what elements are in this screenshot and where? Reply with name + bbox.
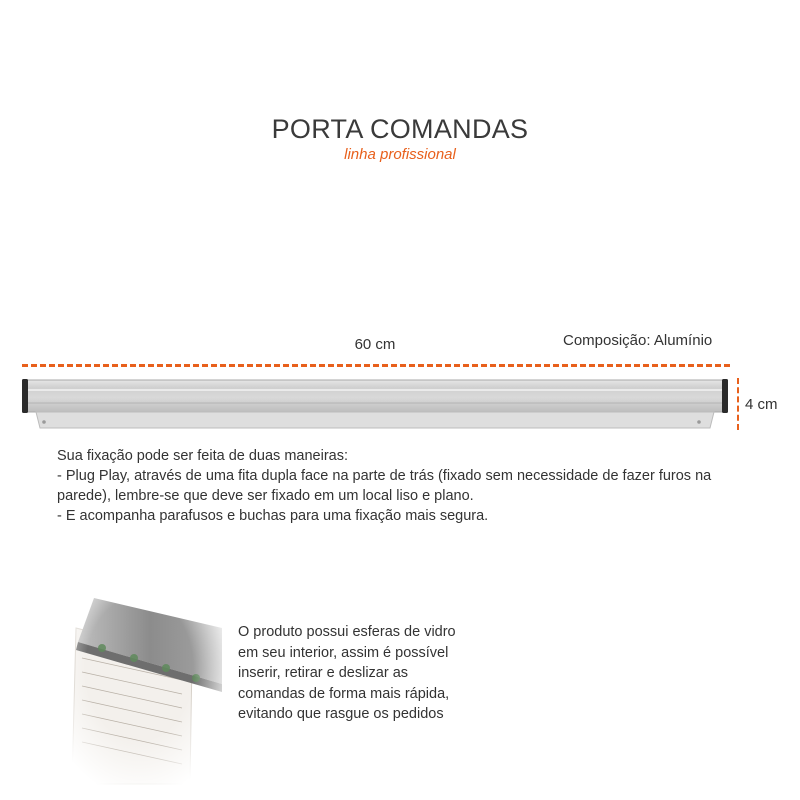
height-dimension-line: [737, 378, 739, 430]
fixation-instructions: [57, 446, 717, 526]
fixation-line: - Plug Play, através de uma fita dupla face na parte de trás (fixado sem necessidade de fazer furos na parede), lembre-se que deve ser fixado em um local liso e plano.: [57, 468, 712, 504]
page-title: PORTA COMANDAS: [271, 114, 529, 144]
product-description: O produto possui esferas de vidro em seu interior, assim é possível inserir, retirar e deslizar as comandas de forma mais rápida, evitando que rasgue os pedidos: [238, 624, 456, 722]
product-detail-photo: [72, 588, 222, 788]
fixation-line: - E acompanha parafusos e buchas para uma fixação mais segura.: [57, 508, 489, 524]
composition-label: Composição: Alumínio: [563, 332, 713, 349]
height-dimension-label: 4 cm: [745, 396, 778, 413]
width-dimension-label: 60 cm: [354, 336, 396, 353]
width-dimension-line: [22, 364, 730, 367]
page-subtitle: linha profissional: [344, 146, 456, 163]
order-rail-image: [22, 376, 728, 432]
fixation-line: Sua fixação pode ser feita de duas maneiras:: [57, 448, 348, 464]
